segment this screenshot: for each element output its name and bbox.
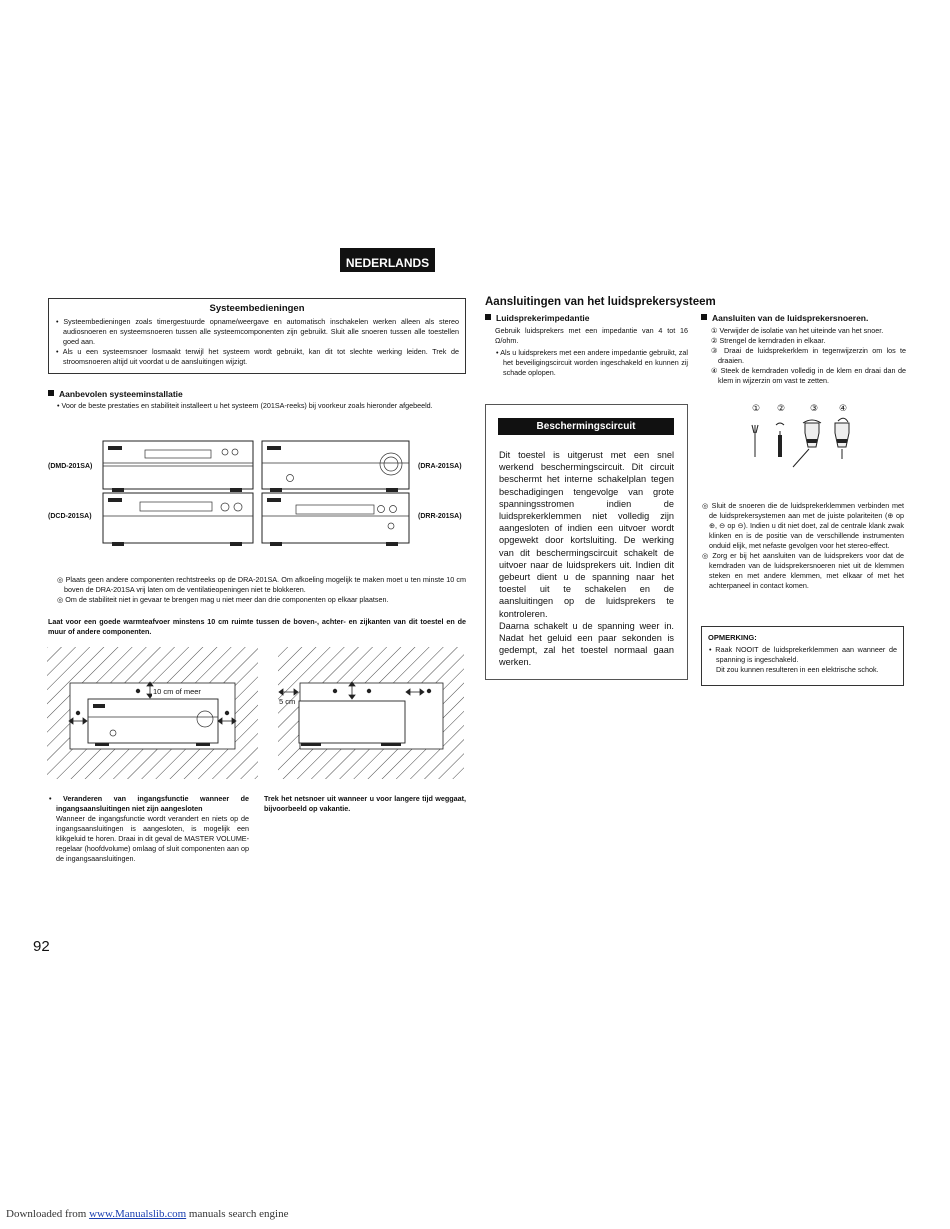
system-operations-bullet-2: • Als u een systeemsnoer losmaakt terwijl het systeem wordt gebruikt, kan dit tot slechte werking leiden. Trek de stroomsnoeren altijd uit voordat u de aansluitingen wijzigt. [56,347,459,366]
cable-steps-illustration [745,415,855,470]
dmd-label: (DMD-201SA) [48,463,93,470]
step-num-4: ④ [839,403,848,413]
input-function-section [48,794,249,864]
speaker-note-polarity: ◎ Sluit de snoeren die de luidsprekerklemmen verbinden met de luidsprekersystemen aan met de juiste polariteiten (⊕ op ⊕, ⊖ op ⊖). Indien u dit niet doet, zal de centrale klank zwak klinken en is de positie van de verschillende instrumenten onduid elijk, met nefaste gevolgen voor het stereo-effect. [702,501,904,550]
step-num-1: ① [752,403,761,413]
impedance-heading-text: Luidsprekerimpedantie [496,313,590,323]
install-bullet: • Voor de beste prestaties en stabiliteit installeert u het systeem (201SA-reeks) bij voorkeur zoals hieronder afgebeeld. [57,401,433,410]
protection-circuit-title: Beschermingscircuit [498,418,674,435]
impedance-heading [485,313,590,323]
system-operations-title: Systeembedieningen [209,303,305,314]
speaker-notes [701,501,904,591]
drr-label: (DRR-201SA) [418,513,462,520]
system-operations-box [48,298,466,374]
connect-heading-text: Aansluiten van de luidsprekersnoeren. [712,313,869,323]
install-notes [56,575,466,605]
connect-step-4: ④ Steek de kerndraden volledig in de klem en draai dan de klem in wijzerzin om vast te zetten. [711,366,906,385]
install-note-1: ◎ Plaats geen andere componenten rechtstreeks op de DRA-201SA. Om afkoeling mogelijk te maken moet u ten minste 10 cm boven de DRA-201SA vrij laten om de ventilatieopeningen niet te blokkeren. [57,575,466,594]
impedance-bullet: • Als u luidsprekers met een andere impedantie gebruikt, zal het beveiligingscircuit worden ingeschakeld en kunnen zij schade oplopen. [496,348,688,377]
five-cm-label: 5 cm [279,697,296,706]
note-bullet: • Raak NOOIT de luidsprekerklemmen aan wanneer de spanning is ingeschakeld. [709,645,897,664]
step-num-2: ② [777,403,786,413]
component-stack-illustration [100,438,412,548]
square-bullet-icon [48,390,54,396]
note-sub: Dit zou kunnen resulteren in een elektrische schok. [716,665,879,674]
protection-text-2: Daarna schakelt u de spanning weer in. Nadat het geluid een paar sekonden is gedempt, zal het toestel normaal gaan werken. [499,620,674,668]
protection-circuit-text [499,449,674,669]
manualslib-link[interactable]: www.Manualslib.com [89,1208,187,1220]
unplug-note: Trek het netsnoer uit wanneer u voor langere tijd weggaat, bijvoorbeeld op vakantie. [264,794,466,813]
dcd-unit [103,493,253,543]
note-box [701,626,904,686]
dra-unit [262,441,409,489]
speaker-note-contact: ◎ Zorg er bij het aansluiten van de luidsprekers voor dat de kerndraden van de luidsprekersnoeren niet uit de klemmen steken en met andere klemmen, met elkaar of met het achterpaneel in contact komen. [702,551,904,590]
drr-unit [262,493,409,543]
warm-air-warning: Laat voor een goede warmteafvoer minstens 10 cm ruimte tussen de boven-, achter- en zijkanten van dit toestel en de muur of andere componenten. [48,617,466,636]
connect-step-2: ② Strengel de kerndraden in elkaar. [711,336,826,345]
install-heading-text: Aanbevolen systeeminstallatie [59,389,183,399]
square-bullet-icon [701,314,707,320]
note-title: OPMERKING: [708,633,757,642]
download-footer [6,1208,288,1220]
connect-step-1: ① Verwijder de isolatie van het uiteinde van het snoer. [711,326,884,335]
install-note-2: ◎ Om de stabiliteit niet in gevaar te brengen mag u niet meer dan drie componenten op elkaar plaatsen. [57,595,389,604]
language-badge: NEDERLANDS [340,248,435,272]
square-bullet-icon [485,314,491,320]
page-number: 92 [33,938,50,955]
speaker-connections-heading: Aansluitingen van het luidsprekersysteem [485,296,716,308]
ten-cm-label: 10 cm of meer [153,687,201,696]
ventilation-diagram [47,647,467,782]
dmd-unit [103,441,253,489]
connect-step-3: ③ Draai de luidsprekerklem in tegenwijzerzin om los te draaien. [711,346,906,365]
impedance-text: Gebruik luidsprekers met een impedantie van 4 tot 16 Ω/ohm. [495,326,688,345]
protection-text-1: Dit toestel is uitgerust met een snel werkend beschermingscircuit. Dit circuit beschermt het interne schakelplan tegen beschadigingen tengevolge van grote spanningsstromen indien de luidsprekerklemmen niet volledig zijn aangesloten of indien een uitvoer wordt opgewekt door kortsluiting. De werking van dit beschermingscircuit schakelt de uitvoer naar de luidsprekers uit. Indien dit gebeurt dient u de spanning naar het toestel uit te schakelen en de aansluitingen op de luidsprekers te kontroleren. [499,450,674,619]
connect-steps [710,326,906,386]
install-heading [48,389,183,399]
input-function-text: Wanneer de ingangsfunctie wordt verandert en niets op de ingangsaansluitingen is aangesloten, is mogelijk een klikgeluid te horen. Draai in dit geval de MASTER VOLUME-regelaar (hoofdvolume) omlaag of sluit componenten aan op de ingangsaansluitingen. [56,814,249,863]
connect-heading [701,313,868,323]
dra-label: (DRA-201SA) [418,463,462,470]
dcd-label: (DCD-201SA) [48,513,92,520]
footer-suffix: manuals search engine [186,1208,289,1220]
footer-prefix: Downloaded from [6,1208,90,1220]
input-function-heading: • Veranderen van ingangsfunctie wanneer de ingangsaansluitingen niet zijn aangesloten [49,794,249,813]
step-num-3: ③ [810,403,819,413]
system-operations-bullet-1: • Systeembedieningen zoals timergestuurde opname/weergave en automatisch inschakelen werken alleen als stereo audiosnoeren en systeemsnoeren tussen alle systeemcomponenten zijn gebruikt. Sluit alle snoeren tussen alle toestellen goed aan. [56,317,459,346]
